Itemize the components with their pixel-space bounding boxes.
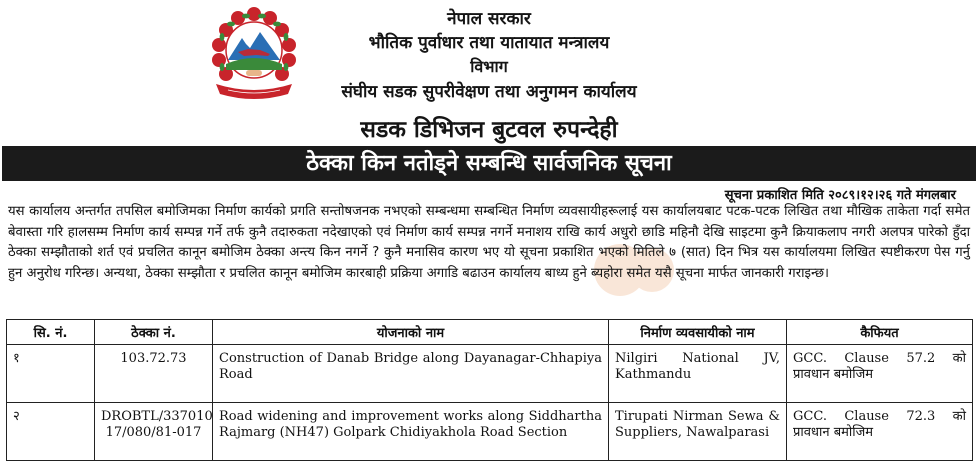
cell-contract: DROBTL/337010 17/080/81-017 [95,403,213,461]
col-header-contract: ठेक्का नं. [95,320,213,345]
header-office: संघीय सडक सुपरीवेक्षण तथा अनुगमन कार्यालय [341,82,637,102]
cell-contract: 103.72.73 [95,345,213,403]
col-header-name: योजनाको नाम [213,320,609,345]
header-government: नेपाल सरकार [447,9,531,29]
cell-contractor: Tirupati Nirman Sewa & Suppliers, Nawalparasi [609,403,787,461]
header-ministry: भौतिक पुर्वाधार तथा यातायात मन्त्रालय [368,33,610,53]
cell-sn: १ [7,345,95,403]
table-row [7,345,973,403]
cell-project-name: Road widening and improvement works along Siddhartha Rajmarg (NH47) Golpark Chidiyakhola Road Section [213,403,609,461]
table-header-row [7,320,973,345]
notice-body: यस कार्यालय अन्तर्गत तपसिल बमोजिमका निर्माण कार्यको प्रगति सन्तोषजनक नभएको सम्बन्धमा सम्बन्धित निर्माण व्यवसायीहरूलाई यस कार्यालयबाट पटक-पटक लिखित तथा मौखिक ताकेता गर्दा समेत बेवास्ता गरि हालसम्म निर्माण कार्य सम्पन्न गर्ने तर्फ कुनै तदारुकता नदेखाएको एवं निर्माण कार्य सम्पन्न नगर्ने मनाशय राखि कार्य अधुरो छाडि महिनौ देखि साइटमा कुनै क्रियाकलाप नगरी अलपत्र पारेको हुँदा ठेक्का सम्झौताको शर्त एवं प्रचलित कानून बमोजिम ठेक्का अन्त्य किन नगर्ने ? कुनै मनासिव कारण भए यो सूचना प्रकाशित भएको मितिले ७ (सात) दिन भित्र यस कार्यालयमा लिखित स्पष्टीकरण पेस गर्नु हुन अनुरोध गरिन्छ। अन्यथा, ठेक्का सम्झौता र प्रचलित कानून बमोजिम कारबाही प्रक्रिया अगाडि बढाउन कार्यालय बाध्य हुने ब्यहोरा समेत यसै सूचना मार्फत जानकारी गराइन्छ। [8,204,970,281]
works-table [6,319,973,461]
col-header-remark: कैफियत [787,320,973,345]
table-row [7,403,973,461]
cell-sn: २ [7,403,95,461]
cell-contractor: Nilgiri National JV, Kathmandu [609,345,787,403]
header-department: विभाग [470,57,508,76]
division-title: सडक डिभिजन बुटवल रुपन्देही [360,117,618,143]
publication-date: सूचना प्रकाशित मिति २०८९।१२।२६ गते मंगलबार [724,188,956,203]
notice-title: ठेक्का किन नतोड्ने सम्बन्धि सार्वजनिक सूचना [2,146,976,181]
cell-remark: GCC. Clause 72.3 को प्रावधान बमोजिम [787,403,973,461]
cell-project-name: Construction of Danab Bridge along Dayanagar-Chhapiya Road [213,345,609,403]
cell-remark: GCC. Clause 57.2 को प्रावधान बमोजिम [787,345,973,403]
col-header-contractor: निर्माण व्यवसायीको नाम [609,320,787,345]
col-header-sn: सि. नं. [7,320,95,345]
